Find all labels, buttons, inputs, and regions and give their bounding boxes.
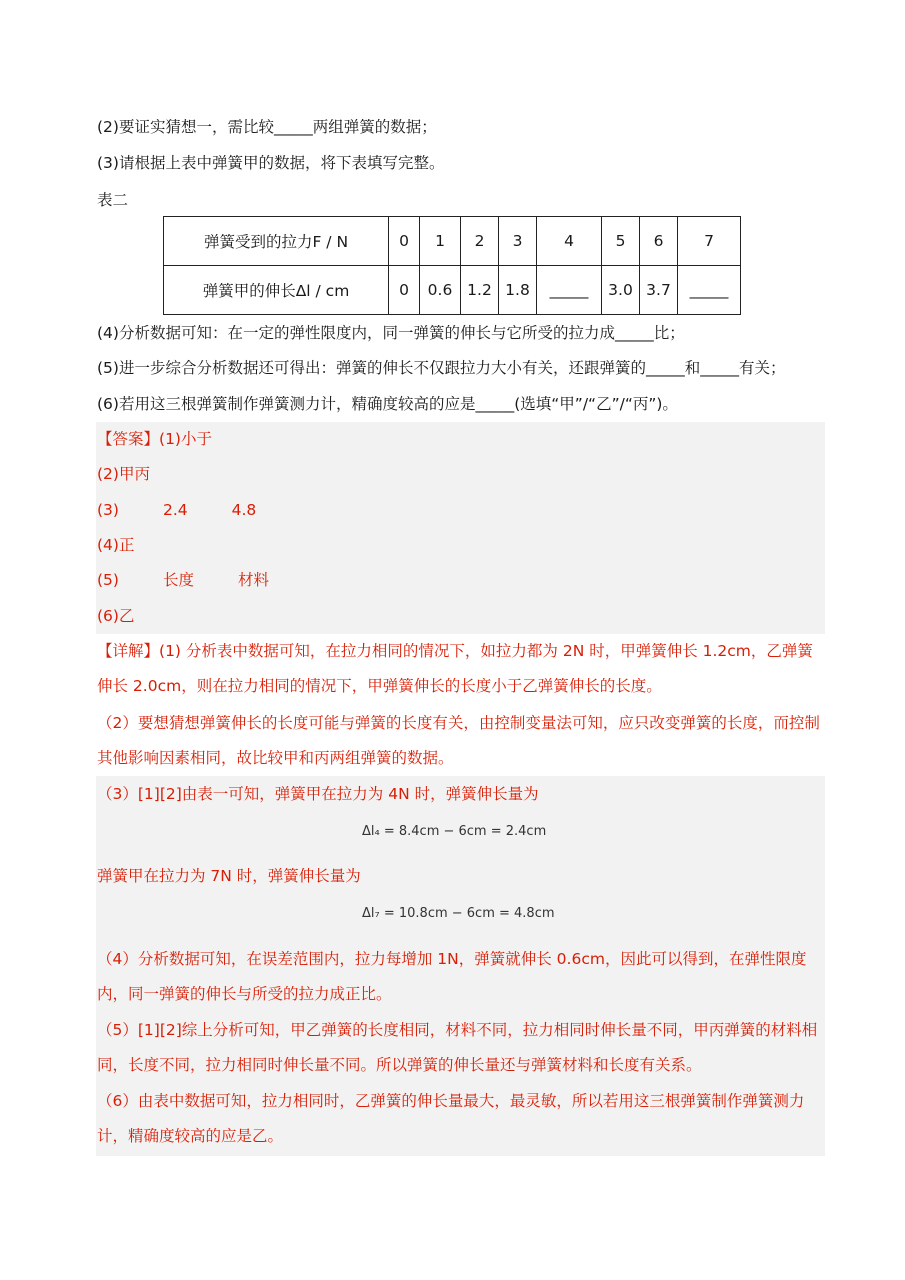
table-row [164,266,741,315]
answer-4: (4)正 [97,536,135,554]
table-cell: _____ [537,266,602,315]
detail-p4: （4）分析数据可知，在误差范围内，拉力每增加 1N，弹簧就伸长 0.6cm，因此可以得到，在弹性限度内，同一弹簧的伸长与所受的拉力成正比。 [97,950,807,1003]
table-cell: _____ [678,266,741,315]
question-5: (5)进一步综合分析数据还可得出：弹簧的伸长不仅跟拉力大小有关，还跟弹簧的_____和_____有关； [97,359,786,377]
detail-p3b: 弹簧甲在拉力为 7N 时，弹簧伸长量为 [97,867,361,885]
table-cell: 0.6 [420,266,461,315]
table-cell: 0 [389,266,420,315]
table-row-header: 弹簧甲的伸长Δl / cm [164,266,389,315]
table-cell: 7 [678,217,741,266]
table-cell: 1 [420,217,461,266]
question-4: (4)分析数据可知：在一定的弹性限度内，同一弹簧的伸长与它所受的拉力成_____比； [97,324,685,342]
data-table [163,216,741,315]
equation-1: Δl₄ = 8.4cm − 6cm = 2.4cm [362,824,547,839]
answer-1: 【答案】(1)小于 [97,430,212,448]
answer-6: (6)乙 [97,607,135,625]
question-2: (2)要证实猜想一，需比较_____两组弹簧的数据； [97,118,437,136]
question-3: (3)请根据上表中弹簧甲的数据，将下表填写完整。 [97,154,445,172]
table-cell: 2 [461,217,499,266]
table-cell: 6 [640,217,678,266]
detail-p1: 【详解】(1) 分析表中数据可知，在拉力相同的情况下，如拉力都为 2N 时，甲弹簧伸长 1.2cm，乙弹簧伸长 2.0cm，则在拉力相同的情况下，甲弹簧伸长的长度小于乙弹簧伸长的长度。 [97,642,813,695]
table-title: 表二 [97,191,129,209]
detail-p2: （2）要想猜想弹簧伸长的长度可能与弹簧的长度有关，由控制变量法可知，应只改变弹簧的长度，而控制其他影响因素相同，故比较甲和丙两组弹簧的数据。 [97,714,820,767]
table-cell: 4 [537,217,602,266]
table-cell: 5 [602,217,640,266]
answer-3: (3) 2.4 4.8 [97,501,257,519]
table-cell: 1.2 [461,266,499,315]
detail-label: 【详解】 [97,642,160,660]
detail-p3: （3）[1][2]由表一可知，弹簧甲在拉力为 4N 时，弹簧伸长量为 [97,785,539,803]
table-cell: 0 [389,217,420,266]
question-6: (6)若用这三根弹簧制作弹簧测力计，精确度较高的应是_____(选填“甲”/“乙”/“丙”)。 [97,395,678,413]
answer-5: (5) 长度 材料 [97,571,269,589]
table-cell: 1.8 [499,266,537,315]
table-row-header: 弹簧受到的拉力F / N [164,217,389,266]
detail-p5: （5）[1][2]综上分析可知，甲乙弹簧的长度相同，材料不同，拉力相同时伸长量不同，甲丙弹簧的材料相同，长度不同，拉力相同时伸长量不同。所以弹簧的伸长量还与弹簧材料和长度有关系。 [97,1021,818,1074]
answer-background [96,422,825,634]
table-cell: 3 [499,217,537,266]
answer-2: (2)甲丙 [97,465,150,483]
detail-p6: （6）由表中数据可知，拉力相同时，乙弹簧的伸长量最大，最灵敏，所以若用这三根弹簧制作弹簧测力计，精确度较高的应是乙。 [97,1092,805,1145]
answer-label: 【答案】 [97,430,160,448]
table-cell: 3.0 [602,266,640,315]
table-row [164,217,741,266]
equation-2: Δl₇ = 10.8cm − 6cm = 4.8cm [362,906,555,921]
table-cell: 3.7 [640,266,678,315]
